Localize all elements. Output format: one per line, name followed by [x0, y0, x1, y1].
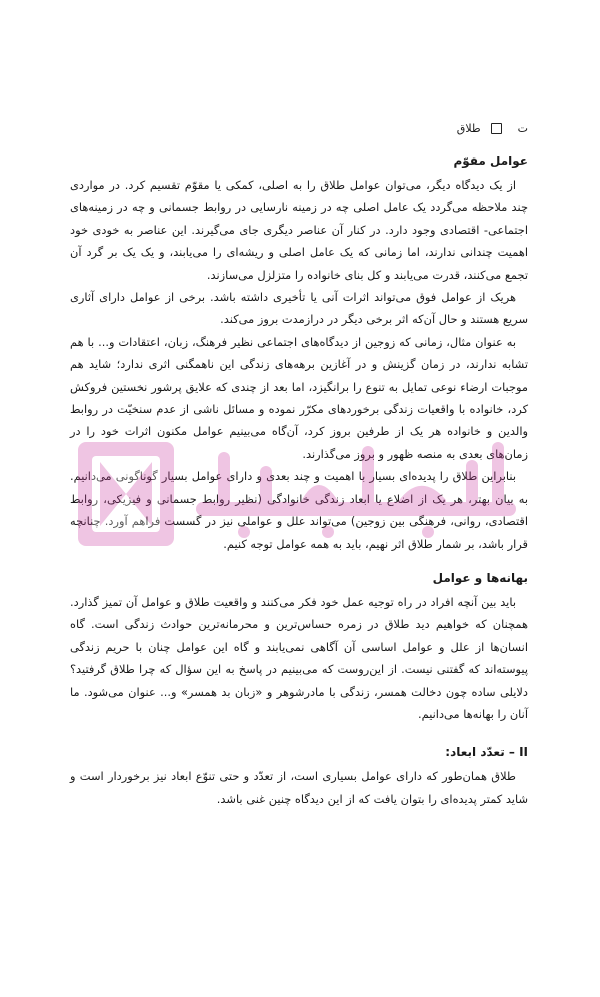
paragraph: بنابراین طلاق را پدیده‌ای بسیار با اهمیت و چند بعدی و دارای عوامل بسیار گوناگونی می‌دانیم. به بیان بهتر، هر یک از اضلاع یا ابعاد زندگی خانوادگی (نظیر روابط جسمانی و فیزیکی، روابط اقتصادی، روانی، فرهنگی بین زوجین) می‌تواند علل و عواملی نیز در گسست فراهم آورد. چنانچه قرار باشد، بر شمار طلاق اثر نهیم، باید به همه عوامل توجه کنیم.	[70, 469, 528, 551]
section-heading-multiple-dimensions: II – تعدّد ابعاد:	[445, 745, 528, 760]
running-header	[72, 118, 528, 138]
paragraph: باید بین آنچه افراد در راه توجیه عمل خود فکر می‌کنند و واقعیت طلاق و عوامل آن تمیز گذارد. همچنان که خواهیم دید طلاق در زمره حساس‌ترین و محرمانه‌ترین حوادث زندگی است. گاه انسان‌ها از علل و عوامل اساسی آن آگاهی نمی‌یابند و گاه این عوامل چنان با حریم زندگی پیوسته‌اند که گفتنی نیست. از این‌روست که می‌بینیم در پاسخ به این سؤال که چرا طلاق گرفتید؟ دلایلی ساده چون دخالت همسر، زندگی با مادرشوهر و «زبان بد همسر» و... عنوان می‌شود. ما آنان را بهانه‌ها می‌دانیم.	[70, 594, 528, 721]
section-heading-excuses-and-factors: بهانه‌ها و عوامل	[432, 570, 528, 585]
running-title: طلاق	[456, 121, 481, 135]
paragraph: طلاق همان‌طور که دارای عوامل بسیاری است، از تعدّد و حتی تنوّع ابعاد نیز برخوردار است و شاید کمتر پدیده‌ای را بتوان یافت که از این دیدگاه چنین غنی باشد.	[70, 769, 528, 806]
paragraph: هریک از عوامل فوق می‌تواند اثرات آنی یا تأخیری داشته باشد. برخی از عوامل دارای آثاری سریع هستند و حال آن‌که اثر برخی دیگر در درازمدت بروز می‌کند.	[70, 290, 528, 327]
paragraph: به عنوان مثال، زمانی که زوجین از دیدگاه‌های اجتماعی نظیر فرهنگ، زبان، اعتقادات و... با هم تشابه ندارند، در زمان گزینش و در آغازین برهه‌های زندگی این ناهمگنی اثری ندارد؛ شاید هم موجبات ارضاء نوعی تمایل به تنوع را برانگیزد، اما بعد از چندی که علایق پرشور نخستین فروکش کرد، خانواده با واقعیات زندگی برخوردهای مکرّر نموده و مسائل ناشی از عدم سنخیّت در روابط والدین و خانواده هر یک از طرفین بروز کرد، آن‌گاه می‌بینیم عوامل مکنون اثرات خود را در زمان‌های بعدی به منصه ظهور و بروز می‌گذارند.	[70, 334, 528, 461]
page-letter: ت	[517, 121, 528, 135]
square-outline-icon	[491, 123, 502, 134]
section-heading-constitutive-factors: عوامل مقوّم	[453, 154, 528, 168]
paragraph: از یک دیدگاه دیگر، می‌توان عوامل طلاق را به اصلی، کمکی یا مقوّم تقسیم کرد. در مواردی چند ملاحظه می‌گردد یک عامل اصلی چه در زمینه نارسایی در روابط جسمانی و چه در زمینه‌های اجتماعی- اقتصادی وجود دارد. در کنار آن عناصر دیگری جای می‌گیرند. این عناصر به خودی خود اهمیت چندانی ندارند، اما زمانی که یک عامل اصلی و ریشه‌ای را می‌یابند، و یک یک بر گرد آن تجمع می‌کنند، قدرت می‌یابند و کل بنای خانواده را متزلزل می‌سازند.	[70, 178, 528, 282]
body-text	[70, 150, 528, 810]
